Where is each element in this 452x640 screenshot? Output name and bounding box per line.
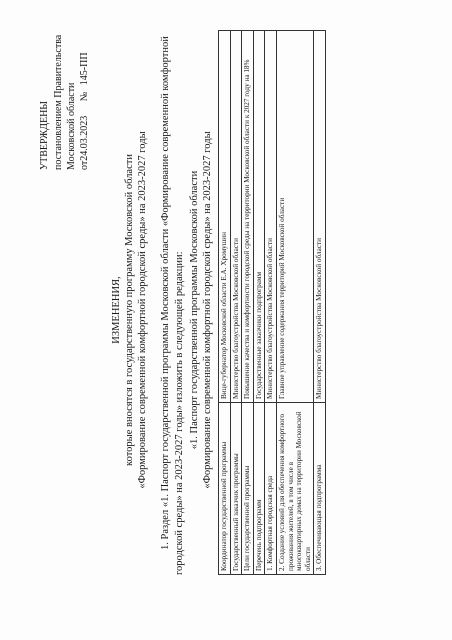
heading-line-2: «Формирование современной комфортной городской среды» на 2023-2027 годы xyxy=(137,131,148,489)
table-cell-value: Министерство благоустройства Московской области xyxy=(265,31,277,403)
approval-date-line xyxy=(78,52,91,170)
approval-line-2: Московской области xyxy=(66,82,77,170)
passport-title-1: «1. Паспорт государственной программы Московской области xyxy=(189,170,200,450)
approval-line-1: постановлением Правительства xyxy=(53,34,64,170)
table-cell-label: Государственный заказчик программы xyxy=(230,403,242,575)
table-row xyxy=(314,31,326,575)
body-paragraph-1: 1. Раздел «1. Паспорт государственной программы Московской области «Формирование современной комфортной xyxy=(160,36,171,550)
table-cell-label: 3. Обеспечивающая подпрограмма xyxy=(314,403,326,575)
table-cell-label: 1. Комфортная городская среда xyxy=(265,403,277,575)
table-cell-value: Министерство благоустройства Московской области xyxy=(230,31,242,403)
table-cell-label: Координатор государственной программы xyxy=(219,403,231,575)
table-cell-value: Государственные заказчики подпрограмм xyxy=(253,31,265,403)
heading-line-1: которые вносятся в государственную программу Московской области xyxy=(124,154,135,466)
approval-title: УТВЕРЖДЕНЫ xyxy=(39,100,50,170)
table-cell-value: Главное управление содержания территорий Московской области xyxy=(276,31,313,403)
body-paragraph-2: городской среды» на 2023-2027 годы» изложить в следующей редакции: xyxy=(174,251,185,575)
table-row xyxy=(276,31,313,575)
table-cell-label: Цели государственной программы xyxy=(242,403,254,575)
table-row xyxy=(242,31,254,575)
table-row xyxy=(219,31,231,575)
passport-table xyxy=(218,30,326,575)
table-cell-label: 2. Создание условий для обеспечения комфортного проживания жителей, в том числе в многоквартирных домах на территории Московской области xyxy=(276,403,313,575)
passport-title-2: «Формирование современной комфортной городской среды» на 2023-2027 годы xyxy=(202,131,213,489)
heading-title: ИЗМЕНЕНИЯ, xyxy=(111,276,122,344)
table-cell-value: Повышение качества и комфортности городской среды на территории Московской области к 2027 году на 18% xyxy=(242,31,254,403)
table-row xyxy=(253,31,265,575)
table-cell-label: Перечень подпрограмм xyxy=(253,403,265,575)
table-row xyxy=(265,31,277,575)
table-cell-value: Министерство благоустройства Московской области xyxy=(314,31,326,403)
approval-number-label: № xyxy=(79,91,90,102)
approval-number: 145-ПП xyxy=(79,52,90,86)
table-row xyxy=(230,31,242,575)
table-cell-value: Вице-губернатор Московской области Е.А. Хромушин xyxy=(219,31,231,403)
approval-date: от24.03.2023 xyxy=(79,115,90,170)
